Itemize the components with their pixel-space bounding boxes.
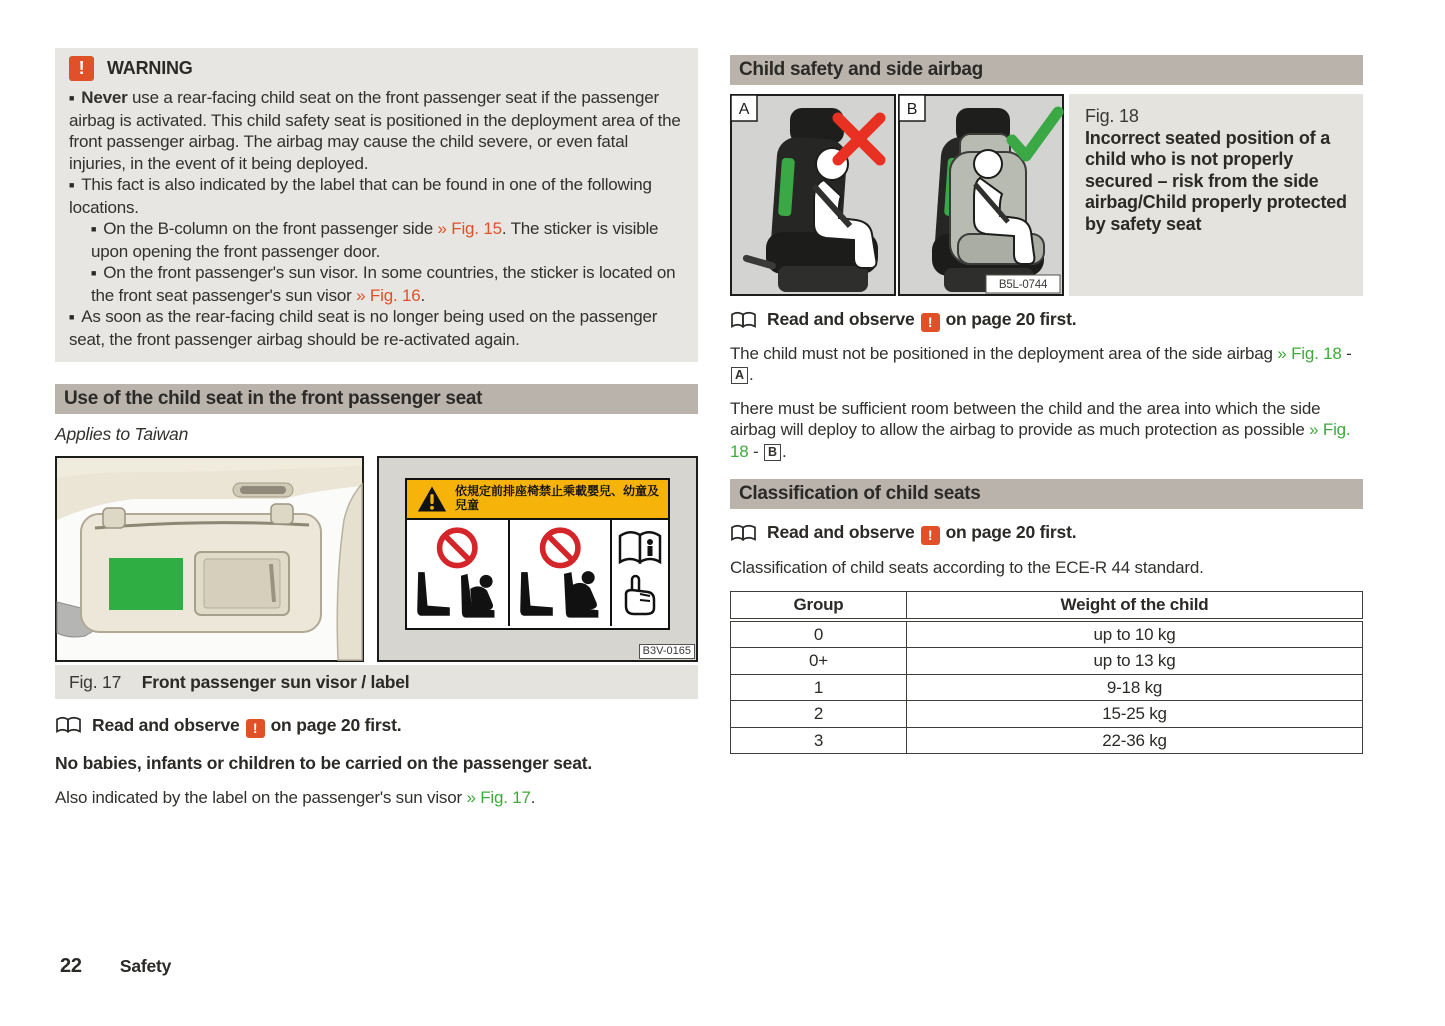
table-cell: up to 10 kg: [907, 620, 1363, 648]
text-segment: On the front passenger's sun visor. In some countries, the sticker is located on the front seat passenger's sun visor: [91, 263, 676, 305]
figure-number: Fig. 17: [69, 671, 122, 692]
table-cell: up to 13 kg: [907, 648, 1363, 675]
table-header-row: [731, 592, 1363, 620]
section-header-child-safety-side-airbag: Child safety and side airbag: [730, 55, 1363, 85]
read-and-observe-note: [730, 309, 1363, 331]
warning-exclamation-icon: [246, 719, 265, 738]
child-head: [974, 150, 1002, 178]
read-and-observe-note: [730, 522, 1363, 544]
table-cell: 3: [731, 727, 907, 754]
warning-item: [69, 174, 686, 218]
cross-reference-link[interactable]: » Fig. 17: [466, 787, 531, 807]
text-segment: On the B-column on the front passenger side: [103, 219, 438, 238]
cross-reference-link[interactable]: » Fig. 18: [730, 420, 1351, 461]
applies-note: Applies to Taiwan: [55, 424, 189, 444]
section-header-classification: Classification of child seats: [730, 479, 1363, 509]
figure-number: Fig. 18: [1085, 106, 1139, 126]
cross-reference-link[interactable]: » Fig. 18: [1277, 343, 1342, 363]
text-segment: .: [749, 365, 754, 384]
figure-17-caption: [55, 665, 698, 699]
read-note-text: Read and observe: [92, 714, 240, 735]
warning-subitem: [69, 262, 686, 306]
open-book-icon: [730, 310, 757, 330]
warning-header: [69, 56, 686, 81]
warning-exclamation-icon: [69, 56, 94, 81]
table-cell: 0: [731, 620, 907, 648]
warning-label-panel: [377, 456, 698, 662]
table-row: [731, 648, 1363, 675]
text-segment: Also indicated by the label on the passenger's sun visor: [55, 787, 467, 807]
image-code-tag: B5L-0744: [998, 279, 1048, 291]
panel-b-label: B: [906, 101, 918, 118]
warning-item: [69, 87, 686, 174]
figure-18-caption: [1069, 94, 1363, 296]
manual-reference-icons: [612, 520, 668, 626]
figure-caption-text: Incorrect seated position of a child who is not properly secured – risk from the side airbag/Child properly protected by safety seat: [1085, 127, 1347, 234]
table-cell: 9-18 kg: [907, 674, 1363, 701]
section-header-child-seat-front-passenger: Use of the child seat in the front passenger seat: [55, 384, 698, 414]
text-segment: There must be sufficient room between the child and the area into which the side airbag will deploy to allow the airbag to provide as much protection as possible: [730, 398, 1321, 439]
child-in-seat-glyph: [563, 571, 597, 618]
left-column: [55, 48, 698, 808]
seat-positions-illustration: [730, 94, 1064, 296]
green-sticker: [109, 558, 183, 610]
table-row: [731, 701, 1363, 728]
text-segment: The child must not be positioned in the deployment area of the side airbag: [730, 343, 1278, 363]
also-indicated-line: [55, 787, 698, 809]
panel-letter-box: A: [731, 367, 748, 384]
text-segment: use a rear-facing child seat on the front passenger seat if the passenger airbag is activated. This child safety seat is positioned in the deployment area of the front passenger airbag. The airbag may cause the child severe, or even fatal injuries, in the event of it being deployed.: [69, 88, 681, 173]
text-segment: .: [420, 285, 426, 305]
table-cell: 15-25 kg: [907, 701, 1363, 728]
image-code-tag: B3V-0165: [639, 644, 695, 659]
exclamation-glyph: !: [927, 314, 933, 330]
text-segment: Never: [81, 88, 128, 107]
exclamation-glyph: !: [927, 527, 933, 543]
page-number: 22: [60, 955, 82, 977]
table-row: [731, 674, 1363, 701]
text-segment: .: [782, 441, 787, 461]
figure-17-images: [55, 456, 698, 662]
text-segment: . The sticker is visible upon opening the front passenger door.: [91, 219, 659, 261]
warning-label: [405, 478, 670, 630]
text-segment: .: [530, 787, 536, 807]
cross-reference-link[interactable]: » Fig. 16: [356, 285, 421, 305]
figure-18: [730, 94, 1363, 296]
table-header-weight: Weight of the child: [907, 592, 1363, 620]
child-seat-classification-table: [730, 591, 1363, 754]
infant-in-seat-glyph: [461, 573, 495, 617]
exclamation-glyph: !: [78, 57, 85, 78]
cross-reference-link[interactable]: » Fig. 15: [437, 219, 502, 238]
warning-item: [69, 306, 686, 350]
open-book-icon: [620, 532, 660, 562]
warning-exclamation-icon: [921, 526, 940, 545]
figure-17: [55, 456, 698, 699]
open-book-icon: [730, 523, 757, 543]
table-cell: 2: [731, 701, 907, 728]
text-segment: -: [748, 441, 764, 461]
side-airbag-paragraph-1: [730, 343, 1363, 386]
text-segment: This fact is also indicated by the label that can be found in one of the following locations.: [69, 175, 652, 217]
label-panels: [407, 520, 668, 626]
text-segment: As soon as the rear-facing child seat is no longer being used on the passenger seat, the front passenger airbag should be re-activated again.: [69, 307, 658, 349]
label-yellow-strip: [407, 480, 668, 520]
table-cell: 0+: [731, 648, 907, 675]
read-note-text: Read and observe: [767, 522, 915, 542]
warning-subitem: [69, 218, 686, 262]
side-airbag-paragraph-2: [730, 398, 1363, 463]
table-header-group: Group: [731, 592, 907, 620]
figure-caption-text: Front passenger sun visor / label: [141, 671, 410, 692]
panel-letter-box: B: [764, 444, 781, 461]
table-row: [731, 620, 1363, 648]
read-and-observe-note: [55, 715, 698, 737]
read-note-text: on page 20 first.: [945, 309, 1077, 329]
warning-triangle-icon: [417, 485, 447, 513]
label-panel-manual: [612, 520, 668, 626]
no-babies-statement: No babies, infants or children to be carried on the passenger seat.: [55, 753, 593, 773]
prohibition-infant-seat-icon: [407, 520, 508, 626]
warning-exclamation-icon: [921, 313, 940, 332]
warning-title: WARNING: [107, 57, 193, 78]
label-chinese-text: 依規定前排座椅禁止乘載嬰兒、幼童及兒童: [455, 484, 660, 512]
exclamation-glyph: !: [252, 719, 258, 736]
table-row: [731, 727, 1363, 754]
chapter-name: Safety: [119, 956, 172, 976]
right-column: [730, 48, 1363, 754]
ece-standard-line: Classification of child seats according to the ECE-R 44 standard.: [730, 557, 1204, 577]
table-cell: 22-36 kg: [907, 727, 1363, 754]
panel-a-label: A: [738, 101, 750, 118]
warning-box: [55, 48, 698, 362]
prohibition-child-seat-icon: [510, 520, 611, 626]
read-note-text: on page 20 first.: [945, 522, 1077, 542]
page-footer: [60, 956, 171, 978]
table-cell: 1: [731, 674, 907, 701]
sun-visor-illustration: [55, 456, 364, 662]
read-note-text: on page 20 first.: [270, 714, 402, 735]
label-panel-infant: [407, 520, 510, 626]
pointing-hand-icon: [626, 576, 654, 614]
open-book-icon: [55, 715, 82, 735]
read-note-text: Read and observe: [767, 309, 915, 329]
label-panel-child: [510, 520, 613, 626]
text-segment: -: [1341, 343, 1352, 363]
